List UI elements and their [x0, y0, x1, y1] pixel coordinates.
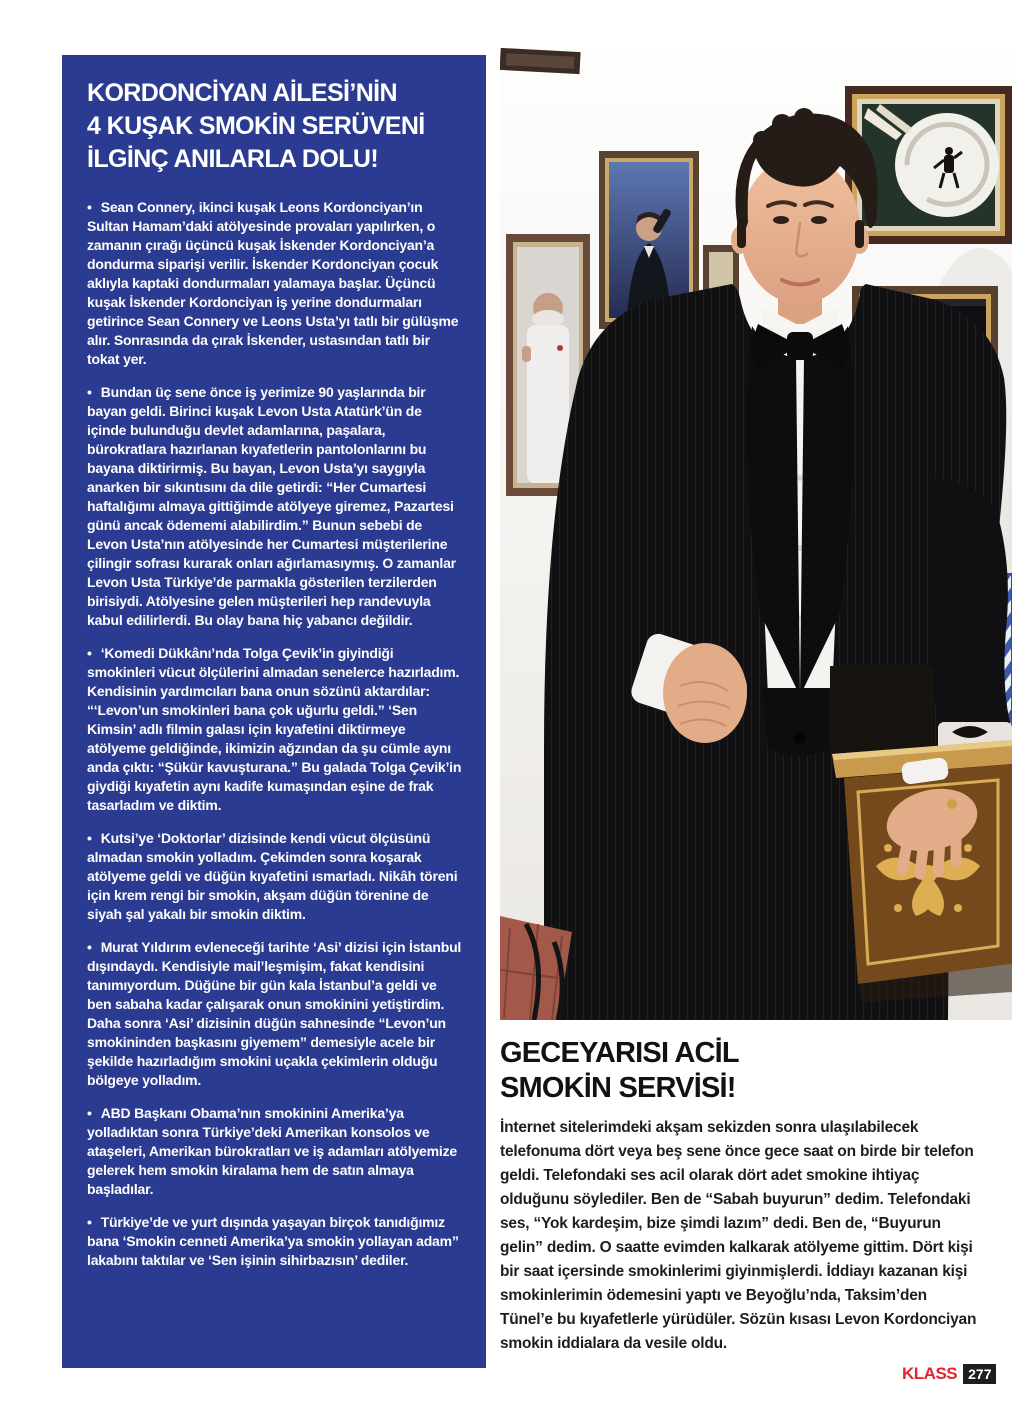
- article-headline-line-1: GECEYARISI ACİL: [500, 1037, 739, 1069]
- picture-frame-top-left: [500, 48, 581, 74]
- bullet-paragraph-7: [87, 1213, 464, 1270]
- paragraph-text: ‘Komedi Dükkânı’nda Tolga Çevik’in giyindiği smokinleri vücut ölçülerini almadan senelerce hazırladım. Kendisinin yardımcıları bana onun sözünü aktardılar: “‘Levon’un smokinleri bana çok uğurlu geldi.” ‘Sen Kimsin’ adlı filmin galası için kıyafetini diktirmeye atölyeme geldiğinde, ikimizin ağzından da şu cümle aynı anda çıktı: “Şükür kavuşturana.” Bu galada Tolga Çevik’in giydiği kıyafetin aynı kadife kumaşından eşine de frak tasarladım ve diktim.: [87, 645, 462, 813]
- bullet-icon: •: [87, 1214, 92, 1230]
- bullet-icon: •: [87, 939, 92, 955]
- bullet-paragraph-3: [87, 644, 464, 815]
- bullet-paragraph-2: [87, 383, 464, 630]
- panel-headline-line-1: KORDONCİYAN AİLESİ’NİN: [87, 79, 397, 107]
- tailor-portrait-photo: [500, 48, 1012, 1020]
- paragraph-text: ABD Başkanı Obama’nın smokinini Amerika’ya yolladıktan sonra Türkiye’deki Amerikan konsolos ve ataşeleri, Amerikan bürokratları ve iş adamları atölyemize gelerek hem smokin kiralama hem de satın almaya başladılar.: [87, 1105, 457, 1197]
- paragraph-text: Murat Yıldırım evleneceği tarihte ‘Asi’ dizisi için İstanbul dışındaydı. Kendisiyle mail’leşmişim, fakat kendisini tanımıyordum. Düğüne bir gün kala İstanbul’a geldi ve ben sabaha kadar çalışarak onun smokinini yetiştirdim. Daha sonra ‘Asi’ dizisinin düğün sahnesinde “Levon’un smokininden başkasını giyemem” demesiyle acele bir şekilde hazırladığım smokini uçakla çekimlerin olduğu bölgeye yolladım.: [87, 939, 462, 1088]
- bullet-icon: •: [87, 199, 92, 215]
- bullet-icon: •: [87, 1105, 92, 1121]
- panel-headline-line-3: İLGİNÇ ANILARLA DOLU!: [87, 145, 379, 173]
- paragraph-text: Kutsi’ye ‘Doktorlar’ dizisinde kendi vücut ölçüsünü almadan smokin yolladım. Çekimden sonra koşarak atölyeme geldi ve düğün kıyafetini ısmarladı. Nikâh töreni için krem rengi bir smokin, akşam düğün törenine de siyah şal yakalı bir smokin diktim.: [87, 830, 458, 922]
- paragraph-text: Bundan üç sene önce iş yerimize 90 yaşlarında bir bayan geldi. Birinci kuşak Levon Usta Atatürk’ün de içinde bulunduğu devlet adamlarına, paşalara, bürokratlara hazırlanan kıyafetlerin pantolonlarını bu bayana diktirirmiş. Bu bayan, Levon Usta’yı saygıyla anarken bir sıkıntısını da dile getirdi: “Her Cumartesi haftalığımı almaya gittiğimde atölyeye giremez, Pazartesi günü ancak ödememi alabilirdim.” Bunun sebebi de Levon Usta’nın atölyesinde her Cumartesi müşterilerine çilingir sofrası kurarak onları ağırlamasıymış. O zamanlar Levon Usta Türkiye’de parmakla gösterilen terzilerden birisiydi. Atölyesine gelen müşterileri hep randevuyla kabul edilirlerdi. Bu olay bana hiç yabancı değildir.: [87, 384, 456, 628]
- bullet-paragraph-4: [87, 829, 464, 924]
- floor-and-stand: [500, 916, 572, 1020]
- bullet-paragraph-5: [87, 938, 464, 1090]
- bullet-icon: •: [87, 645, 92, 661]
- panel-headline-line-2: 4 KUŞAK SMOKİN SERÜVENİ: [87, 112, 425, 140]
- bullet-icon: •: [87, 830, 92, 846]
- bullet-paragraph-6: [87, 1104, 464, 1199]
- magazine-logo: KLASS: [902, 1364, 958, 1383]
- article-headline-line-2: SMOKİN SERVİSİ!: [500, 1072, 736, 1104]
- article-body: İnternet sitelerimdeki akşam sekizden sonra ulaşılabilecek telefonuma dört veya beş sene önce gece saat on birde bir telefon geldi. Telefondaki ses acil olarak dört adet smokine ihtiyaç olduğunu söylediler. Ben de “Sabah buyurun” dedim. Telefondaki ses, “Yok kardeşim, bize şimdi lazım” dedi. Ben de, “Buyurun gelin” dedim. O saatte evimden kalkarak atölyeme gittim. Dört kişi bir saat içersinde smokinlerimi giyinmişlerdi. İddiayı kazanan kişi smokinlerimin ödemesini yaptı ve Beyoğlu’nda, Taksim’den Tünel’e bu kıyafetlerle yürüdüler. Sözün kısası Levon Kordonciyan smokin iddialara da vesile oldu.: [500, 1119, 977, 1352]
- paragraph-text: Sean Connery, ikinci kuşak Leons Kordonciyan’ın Sultan Hamam’daki atölyesinde provaları yapılırken, o zamanın çırağı üçüncü kuşak İskender Kordonciyan’a dondurma siparişi verilir. İskender Kordonciyan çocuk aklıyla kaptaki dondurmaları yalamaya başlar. Üçüncü kuşak İskender Kordonciyan iş yerine dondurmaları getirince Sean Connery ve Leons Usta’yı tatlı bir gülüşme alır. Sonrasında da çırak İskender, ustasından tatlı bir tokat yer.: [87, 199, 459, 367]
- photo-illustration: [500, 48, 1012, 1020]
- bullet-icon: •: [87, 384, 92, 400]
- paragraph-text: Türkiye’de ve yurt dışında yaşayan birçok tanıdığımız bana ‘Smokin cenneti Amerika’ya smokin yollayan adam” lakabını taktılar ve ‘Sen işinin sihirbazısın’ dediler.: [87, 1214, 459, 1268]
- article-headline: [500, 1036, 980, 1106]
- family-story-panel: [62, 55, 486, 1368]
- panel-headline: [87, 77, 464, 176]
- page-footer: [902, 1364, 996, 1384]
- bullet-paragraph-1: [87, 198, 464, 369]
- midnight-service-article: [500, 1036, 980, 1356]
- page-number: 277: [963, 1364, 996, 1384]
